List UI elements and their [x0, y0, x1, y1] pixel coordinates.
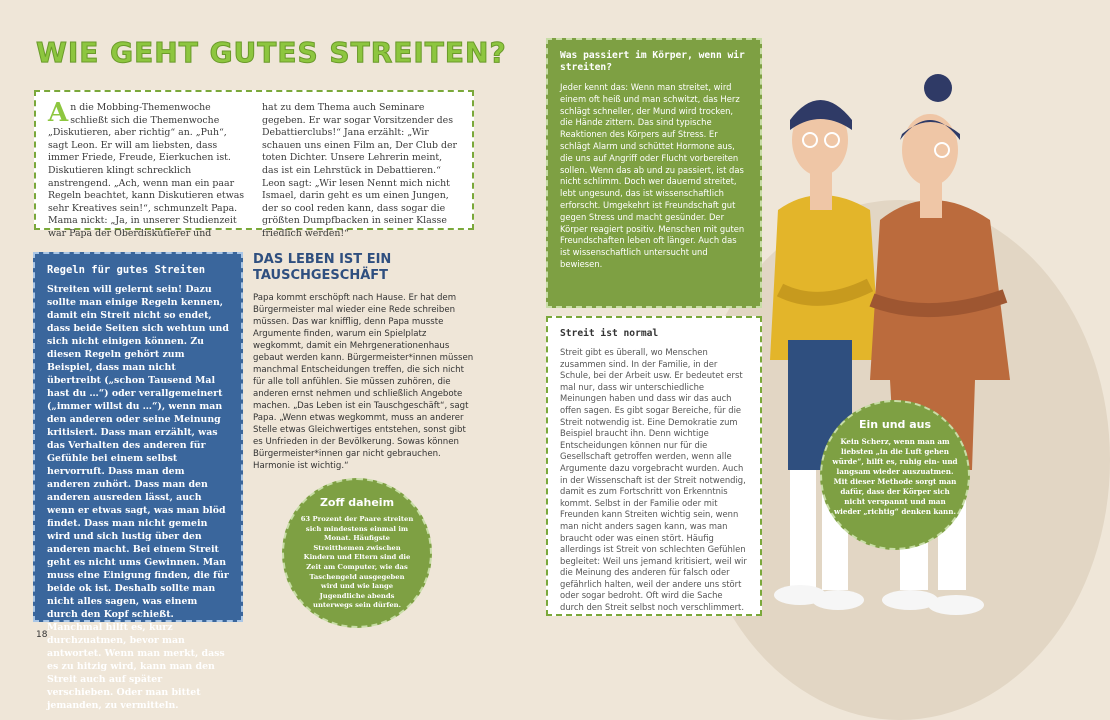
einaus-circle: [820, 400, 970, 550]
page-title: WIE GEHT GUTES STREITEN?: [36, 36, 507, 69]
tausch-article: [253, 292, 475, 472]
koerper-box: [546, 38, 762, 308]
intro-text-2: hat zu dem Thema auch Seminare gegeben. Er war sogar Vorsitzender des Debattierclubs!“ Jana erzählt: „Wir schauen uns einen Film an, Der Club der toten Dichter. Unsere Lehrerin meint, das ist ein Lehrstück in Debattieren.“ Leon sagt: „Wir lesen Nennt mich nicht Ismael, darin geht es um einen Jungen, der so cool reden kann, dass sogar die größten Dumpfbacken in seiner Klasse friedlich werden!“: [262, 102, 458, 239]
koerper-text: Jeder kennt das: Wenn man streitet, wird einem oft heiß und man schwitzt, das Herz schlägt schneller, der Mund wird trocken, die Hände zittern. Das sind typische Reaktionen des Körpers auf Stress. Er schlägt Alarm und schüttet Hormone aus, die uns auf Angriff oder Flucht vorbereiten sollen. Wenn das ab und zu passiert, ist das nicht schlimm. Doch wer dauernd streitet, lebt ungesund, das ist wissenschaftlich erforscht. Umgekehrt ist Freundschaft gut gegen Stress und macht gesünder. Der Körper reagiert positiv. Menschen mit guten Freundschaften leben oft länger. Auch das ist wissenschaftlich untersucht und bewiesen.: [560, 82, 745, 269]
zoff-heading: Zoff daheim: [319, 496, 395, 509]
einaus-text: Kein Scherz, wenn man am liebsten „in die Luft gehen würde“, hilft es, ruhig ein- und langsam wieder auszuatmen. Mit dieser Methode sorgt man dafür, dass der Körper sich nicht verspannt und man wieder „richtig“ denken kann.: [832, 437, 958, 516]
rules-text: Streiten will gelernt sein! Dazu sollte man einige Regeln kennen, damit ein Streit nicht so endet, dass beide Seiten sich wehtun und sich nicht einigen können. Zu diesen Regeln gehört zum Beispiel, dass man nicht übertreibt („schon Tausend Mal hast du …“) oder verallgemeinert („immer willst du …“), wenn man den anderen oder seine Meinung kritisiert. Dass man erzählt, was das Verhalten des anderen für Gefühle bei einem selbst hervorruft. Dass man dem anderen zuhört. Dass man den anderen ausreden lässt, auch wenn er etwas sagt, was man blöd findet. Dass man nicht gemein wird und sich lustig über den anderen macht. Bei einem Streit geht es nicht ums Gewinnen. Man muss eine Einigung finden, die für beide ok ist. Deshalb sollte man nicht alles sagen, was einem durch den Kopf schießt. Manchmal hilft es, kurz durchzuatmen, bevor man antwortet. Wenn man merkt, dass es zu hitzig wird, kann man den Streit auch auf später verschieben. Oder man bittet jemanden, zu vermitteln.: [47, 284, 229, 711]
rules-heading: Regeln für gutes Streiten: [47, 264, 206, 276]
normal-text: Streit gibt es überall, wo Menschen zusammen sind. In der Familie, in der Schule, bei der Arbeit usw. Er bedeutet erst mal nur, dass wir unterschiedliche Meinungen haben und dass wir das auch offen sagen. Es gibt sogar Bereiche, für die Streit notwendig ist. Eine Demokratie zum Beispiel braucht ihn. Denn wichtige Entscheidungen können nur für die Gesellschaft getroffen werden, wenn alle Argumente dazu vorgebracht wurden. Auch in der Wissenschaft ist der Streit notwendig, damit es zum Fortschritt von Erkenntnis kommt. Selbst in der Familie oder mit Freunden kann Streiten wichtig sein, wenn man nicht anders sagen kann, was man braucht oder was einen stört. Häufig allerdings ist Streit von schlechten Gefühlen begleitet: Weil uns jemand kritisiert, weil wir die Meinung des anderen für falsch oder gefährlich halten, weil der andere uns stört oder sogar bedroht. Oft wird die Sache durch den Streit selbst noch verschlimmert.: [560, 347, 747, 613]
normal-heading: Streit ist normal: [560, 328, 659, 339]
intro-text-1: n die Mobbing-Themenwoche schließt sich die Themenwoche „Diskutieren, aber richtig“ an. „Puh“, sagt Leon. Er will am liebsten, dass immer Friede, Freude, Eierkuchen ist. Diskutieren klingt schrecklich anstrengend. „Ach, wenn man ein paar Regeln beachtet, kann Diskutieren etwas sehr Kreatives sein!“, schmunzelt Papa. Mama nickt: „Ja, in unserer Studienzeit war Papa der Oberdiskutierer und: [48, 102, 245, 239]
intro-column-1: [48, 98, 246, 241]
koerper-heading: Was passiert im Körper, wenn wir streiten?: [560, 50, 745, 73]
intro-column-2: [262, 102, 460, 241]
tausch-text: Papa kommt erschöpft nach Hause. Er hat dem Bürgermeister mal wieder eine Rede schreiben müssen. Das war knifflig, denn Papa musste Argumente finden, warum ein Spielplatz wegkommt, damit ein Mehrgenerationenhaus gebaut werden kann. Bürgermeister*innen müssen manchmal Entscheidungen treffen, die sich nicht für alle toll anfühlen. Sie müssen zuhören, die anderen ernst nehmen und schließlich Angebote machen. „Das Leben ist ein Tauschgeschäft“, sagt Papa. „Wenn etwas wegkommt, muss an anderer Stelle etwas Gleichwertiges entstehen, sonst gibt es Unfrieden in der Bevölkerung. Sowas können Bürgermeister*innen gar nicht gebrauchen. Harmonie ist wichtig.“: [253, 293, 474, 471]
normal-box: [546, 316, 762, 616]
dropcap: A: [48, 98, 69, 128]
intro-box: [34, 90, 474, 239]
einaus-heading: Ein und aus: [858, 418, 932, 431]
page-number: 18: [36, 630, 48, 640]
zoff-circle: [282, 478, 432, 628]
tausch-heading: DAS LEBEN IST EIN TAUSCHGESCHÄFT: [253, 252, 392, 283]
zoff-text: 63 Prozent der Paare streiten sich mindestens einmal im Monat. Häufigste Streitthemen zwischen Kindern und Eltern sind die Zeit am Computer, wie das Taschengeld ausgegeben wird und wie lange Jugendliche abends unterwegs sein dürfen.: [300, 515, 414, 610]
